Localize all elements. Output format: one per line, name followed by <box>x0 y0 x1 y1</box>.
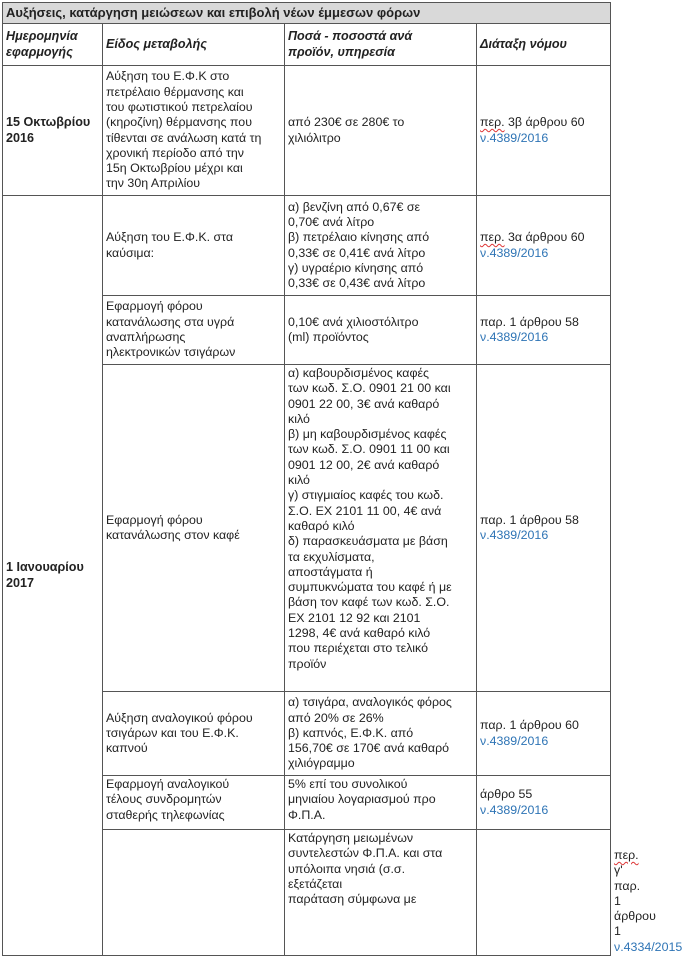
law-cell: άρθρο 55 ν.4389/2016 <box>477 776 611 830</box>
law-cell: περ. 3α άρθρου 60 ν.4389/2016 <box>477 196 611 296</box>
law-cell: παρ. 1 άρθρου 60 ν.4389/2016 <box>477 692 611 776</box>
change-cell: Αύξηση του Ε.Φ.Κ στο πετρέλαιο θέρμανσης και του φωτιστικού πετρελαίου (κηροζίνη) θέρμανσης που τίθενται σε ανάλωση κατά τη χρονική περίοδο από την 15η Οκτωβρίου μέχρι και την 30η Απριλίου <box>103 66 285 196</box>
tax-changes-table <box>2 2 682 956</box>
table-row: Κατάργηση μειωμένων συντελεστών Φ.Π.Α. και στα υπόλοιπα νησιά (σ.σ. εξετάζεται παράταση σύμφωνα με περ. γ' παρ. 1 άρθρου 1 ν.4334/2015 <box>3 830 611 956</box>
table-title: Αυξήσεις, κατάργηση μειώσεων και επιβολή νέων έμμεσων φόρων <box>3 3 611 24</box>
header-law: Διάταξη νόμου <box>477 24 611 66</box>
law-link[interactable]: ν.4389/2016 <box>480 733 549 748</box>
amount-cell: α) καβουρδισμένος καφές των κωδ. Σ.Ο. 0901 21 00 και 0901 22 00, 3€ ανά καθαρό κιλό β) μη καβουρδισμένος καφές των κωδ. Σ.Ο. 0901 11 00 και 0901 12 00, 2€ ανά καθαρό κιλό γ) στιγμιαίος καφές του κωδ. Σ.Ο. ΕΧ 2101 11 00, 4€ ανά καθαρό κιλό δ) παρασκευάσματα με βάση τα εκχυλίσματα, αποστάγματα ή συμπυκνώματα του καφέ ή με βάση τον καφέ των κωδ. Σ.Ο. ΕΧ 2101 12 92 και 2101 1298, 4€ ανά καθαρό κιλό που περιέχεται στο τελικό προϊόν <box>285 365 477 692</box>
law-link[interactable]: ν.4389/2016 <box>480 802 549 817</box>
law-cell: παρ. 1 άρθρου 58 ν.4389/2016 <box>477 296 611 365</box>
change-cell: Κατάργηση μειωμένων συντελεστών Φ.Π.Α. και στα υπόλοιπα νησιά (σ.σ. εξετάζεται παράταση σύμφωνα με <box>285 830 477 956</box>
date-cell: 15 Οκτωβρίου 2016 <box>3 66 103 196</box>
law-link[interactable]: ν.4389/2016 <box>480 330 549 344</box>
amount-cell: 0,10€ ανά χιλιοστόλιτρο (ml) προϊόντος <box>285 296 477 365</box>
date-cell <box>103 830 285 956</box>
change-cell: Αύξηση του Ε.Φ.Κ. στα καύσιμα: <box>103 196 285 296</box>
amount-cell: α) τσιγάρα, αναλογικός φόρος από 20% σε 26% β) καπνός, Ε.Φ.Κ. από 156,70€ σε 170€ ανά καθαρό χιλιόγραμμο <box>285 692 477 776</box>
change-cell: Εφαρμογή αναλογικού τέλους συνδρομητών σταθερής τηλεφωνίας <box>103 776 285 830</box>
amount-cell: 5% επί του συνολικού μηνιαίου λογαριασμού προ Φ.Π.Α. <box>285 776 477 830</box>
change-cell: Αύξηση αναλογικού φόρου τσιγάρων και του Ε.Φ.Κ. καπνού <box>103 692 285 776</box>
amount-cell: α) βενζίνη από 0,67€ σε 0,70€ ανά λίτρο β) πετρέλαιο κίνησης από 0,33€ σε 0,41€ ανά λίτρο γ) υγραέριο κίνησης από 0,33€ σε 0,43€ ανά λίτρο <box>285 196 477 296</box>
change-cell: Εφαρμογή φόρου κατανάλωσης στον καφέ <box>103 365 285 692</box>
header-date: Ημερομηνία εφαρμογής <box>3 24 103 66</box>
law-link[interactable]: ν.4389/2016 <box>480 130 549 145</box>
header-amount: Ποσά - ποσοστά ανά προϊόν, υπηρεσία <box>285 24 477 66</box>
law-link[interactable]: ν.4389/2016 <box>480 528 549 542</box>
change-cell: Εφαρμογή φόρου κατανάλωσης στα υγρά αναπλήρωσης ηλεκτρονικών τσιγάρων <box>103 296 285 365</box>
date-cell: 1 Ιανουαρίου 2017 <box>3 196 103 956</box>
table-row <box>3 66 611 196</box>
header-change-type: Είδος μεταβολής <box>103 24 285 66</box>
amount-cell <box>477 830 611 956</box>
amount-cell: από 230€ σε 280€ το χιλιόλιτρο <box>285 66 477 196</box>
law-cell: παρ. 1 άρθρου 58 ν.4389/2016 <box>477 365 611 692</box>
law-cell: περ. 3β άρθρου 60 ν.4389/2016 <box>477 66 611 196</box>
law-link[interactable]: ν.4389/2016 <box>480 245 549 260</box>
table-row <box>3 196 611 296</box>
